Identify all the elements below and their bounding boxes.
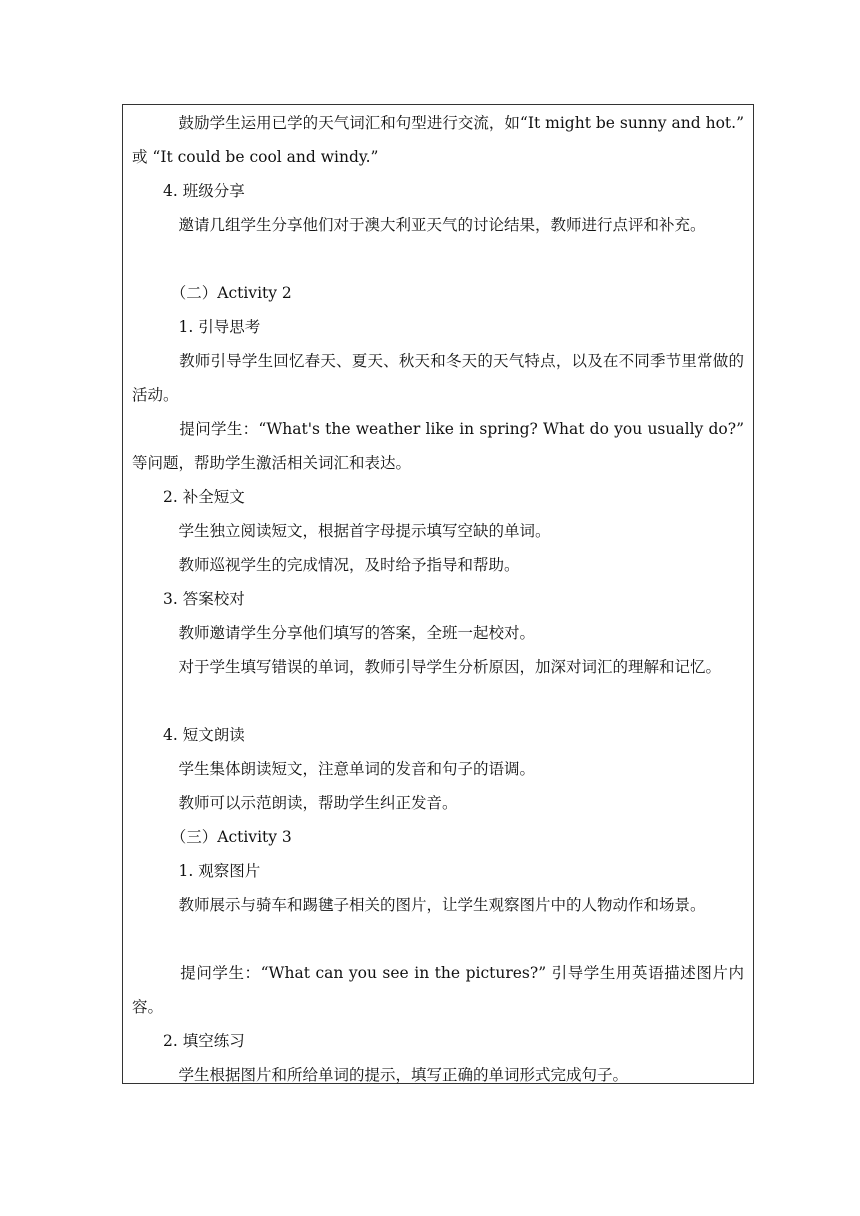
step-heading: 4. 班级分享	[132, 182, 245, 200]
paragraph: 提问学生：“What can you see in the pictures?” 引导学生用英语描述图片内容。	[132, 964, 744, 1016]
paragraph: 提问学生：“What's the weather like in spring? What do you usually do?” 等问题，帮助学生激活相关词汇和表达。	[132, 420, 744, 472]
paragraph: 学生根据图片和所给单词的提示，填写正确的单词形式完成句子。	[132, 1066, 629, 1084]
paragraph: 邀请几组学生分享他们对于澳大利亚天气的讨论结果，教师进行点评和补充。	[132, 216, 706, 234]
step-heading: 2. 填空练习	[132, 1032, 245, 1050]
step-heading: 1. 引导思考	[132, 318, 261, 336]
paragraph: 教师展示与骑车和踢毽子相关的图片，让学生观察图片中的人物动作和场景。	[132, 896, 706, 914]
paragraph: 教师巡视学生的完成情况，及时给予指导和帮助。	[132, 556, 520, 574]
step-heading: 3. 答案校对	[132, 590, 245, 608]
paragraph: 对于学生填写错误的单词，教师引导学生分析原因，加深对词汇的理解和记忆。	[132, 658, 722, 676]
step-heading: 1. 观察图片	[132, 862, 261, 880]
paragraph: 教师可以示范朗读，帮助学生纠正发音。	[132, 794, 458, 812]
step-heading: 2. 补全短文	[132, 488, 245, 506]
paragraph: 教师引导学生回忆春天、夏天、秋天和冬天的天气特点，以及在不同季节里常做的活动。	[132, 352, 744, 404]
section-heading: （三）Activity 3	[132, 828, 292, 846]
step-heading: 4. 短文朗读	[132, 726, 245, 744]
paragraph: 教师邀请学生分享他们填写的答案，全班一起校对。	[132, 624, 536, 642]
paragraph: 学生集体朗读短文，注意单词的发音和句子的语调。	[132, 760, 536, 778]
paragraph: 鼓励学生运用已学的天气词汇和句型进行交流，如“It might be sunny and hot.” 或 “It could be cool and windy.”	[132, 114, 744, 166]
section-heading: （二）Activity 2	[132, 284, 292, 302]
paragraph: 学生独立阅读短文，根据首字母提示填写空缺的单词。	[132, 522, 551, 540]
